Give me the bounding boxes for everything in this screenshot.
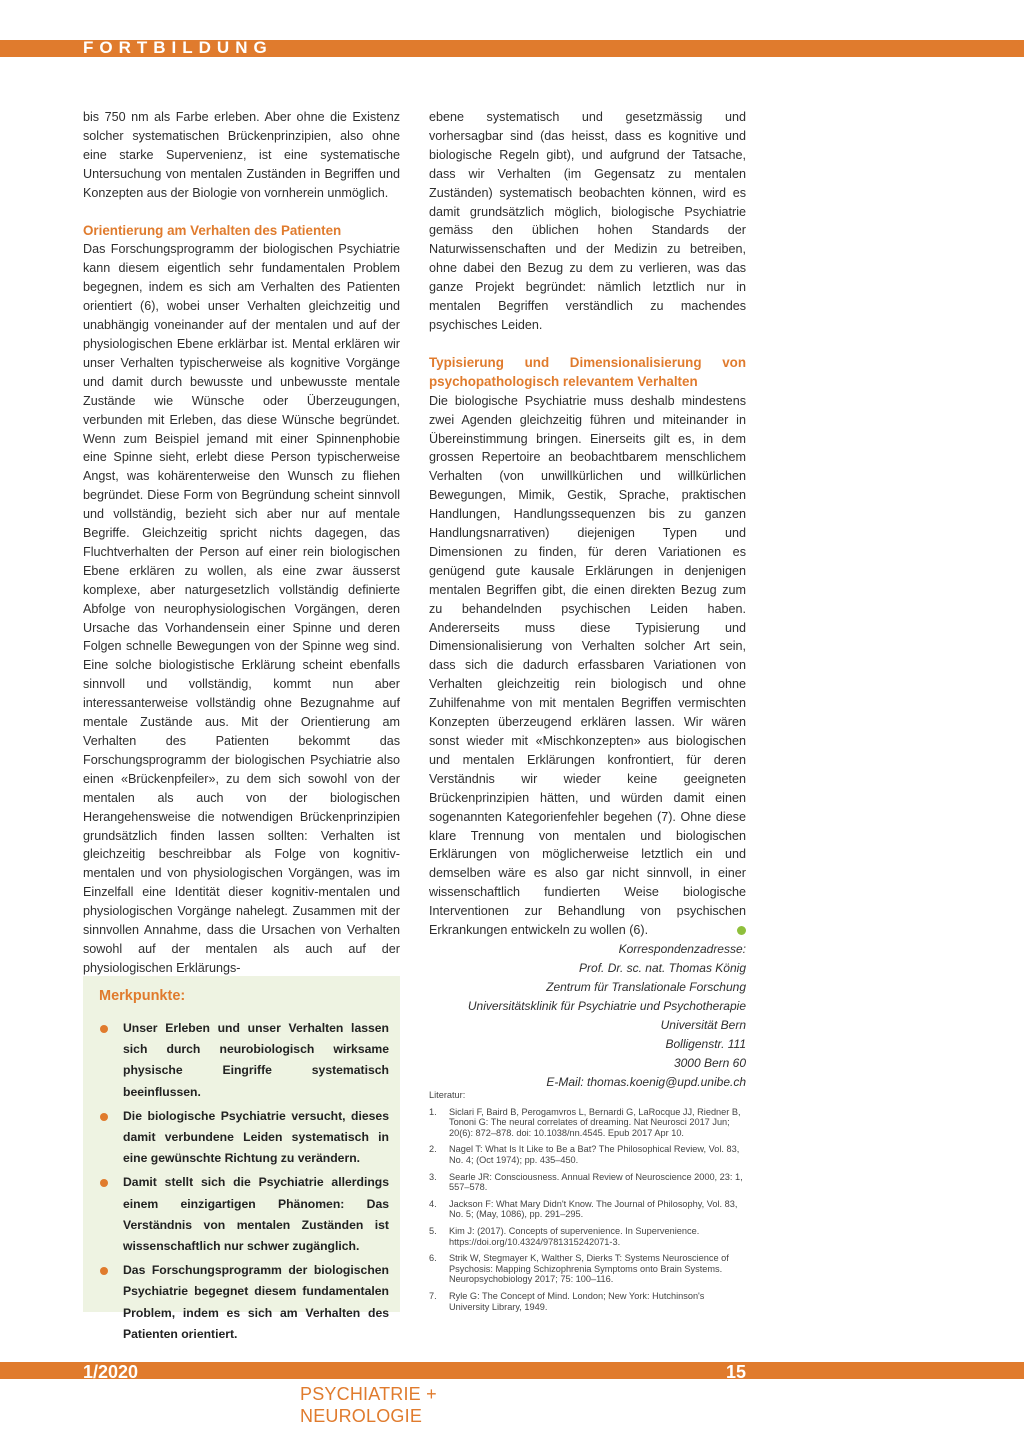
correspondence-line: Universitätsklinik für Psychiatrie und Psychotherapie <box>467 998 746 1013</box>
page-number: 15 <box>725 1362 746 1382</box>
journal-title: PSYCHIATRIE + NEUROLOGIE <box>300 1384 437 1426</box>
paragraph: bis 750 nm als Farbe erleben. Aber ohne die Existenz solcher systematischen Brückenprinzipien, also ohne eine starke Supervenienz, ist eine systematische Untersuchung von mentalen Zuständen in Begriffen und Konzepten aus der Biologie von vornherein unmöglich. <box>83 110 400 200</box>
key-points-list <box>99 1018 389 1348</box>
reference-item: 6. Strik W, Stegmayer K, Walther S, Dierks T: Systems Neuroscience of Psychosis: Mapping Schizophrenia Symptoms onto Brain Systems. Neuropsychobiology 2017; 75: 100–116. <box>429 1253 729 1285</box>
correspondence-city: 3000 Bern 60 <box>673 1055 746 1070</box>
correspondence-address <box>429 940 746 1092</box>
right-column <box>429 108 746 1092</box>
header-bar <box>0 40 1024 57</box>
key-point: Unser Erleben und unser Verhalten lassen sich durch neurobiologisch wirksame physische Eingriffe systematisch beeinflussen. <box>99 1018 389 1103</box>
bullet-icon <box>100 1179 108 1187</box>
reference-item: 4. Jackson F: What Mary Didn't Know. The Journal of Philosophy, Vol. 83, No. 5; (May, 1086), pp. 291–295. <box>429 1198 738 1220</box>
reference-item: 1. Siclari F, Baird B, Perogamvros L, Bernardi G, LaRocque JJ, Riedner B, Tononi G: The neural correlates of dreaming. Nat Neurosci 2017 Jun; 20(6): 872–878. doi: 10.1038/nn.4545. Epub 2017 Apr 10. <box>429 1106 741 1138</box>
paragraph: Das Forschungsprogramm der biologischen Psychiatrie kann diesem eigentlich sehr fundamentalen Problem begegnen, indem es sich am Verhalten des Patienten orientiert (6), wobei unser Verhalten gleichzeitig und unabhängig voneinander auf der mentalen und auf der physiologischen Ebene erklärbar ist. Mental erklären wir unser Verhalten typischerweise als kognitive Vorgänge und damit durch bewusste und unbewusste mentale Zustände wie Wünsche oder Überzeugungen, verbunden mit Erleben, das diese Wünsche begründet. Wenn zum Beispiel jemand mit einer Spinnenphobie eine Spinne sieht, erlebt diese Person typischerweise Angst, was kohärenterweise den Wunsch zu fliehen begründet. Diese Form von Begründung scheint sinnvoll und vollständig, bezieht sich aber nur auf mentale Begriffe. Gleichzeitig spricht nichts dagegen, das Fluchtverhalten der Person auf einer rein biologischen Ebene erklären zu wollen, als eine zwar äusserst komplexe, aber naturgesetzlich vollständig definierte Abfolge von neurophysiologischen Vorgängen, deren Ursache das Vorhandensein einer Spinne und deren Folgen schnelle Bewegungen von der Spinne weg sind. Eine solche biologistische Erklärung scheint ebenfalls sinnvoll und vollständig, kommt nun aber interessanterweise vollständig ohne Bezugnahme auf mentale Zustände aus. Mit der Orientierung am Verhalten des Patienten bekommt das Forschungsprogramm der biologischen Psychiatrie also einen «Brückenpfeiler», zu dem sich sowohl von der mentalen als auch von der biologischen Herangehensweise die notwendigen Brückenprinzipien grundsätzlich finden lassen sollten: Verhalten ist gleichzeitig beschreibbar als Folge von kognitiv-mentalen und von physiologischen Vorgängen, was im Einzelfall eine Identität dieser kognitiv-mentalen und physiologischen Vorgänge nahelegt. Zusammen mit der sinnvollen Annahme, dass die Ursachen von Verhalten sowohl auf der mentalen als auch auf der physiologischen Erklärungs- <box>83 242 400 975</box>
key-point: Damit stellt sich die Psychiatrie allerdings einem einzigartigen Phänomen: Das Verständnis von mentalen Zuständen ist wissenschaftlich nur schwer zugänglich. <box>99 1172 389 1257</box>
correspondence-line: Universität Bern <box>660 1017 746 1032</box>
key-point: Das Forschungsprogramm der biologischen Psychiatrie begegnet diesem fundamentalen Problem, indem es sich am Verhalten des Patienten orientiert. <box>99 1260 389 1345</box>
issue-number: 1/2020 <box>83 1362 139 1382</box>
literature-label: Literatur: <box>429 1090 466 1100</box>
section-heading: Orientierung am Verhalten des Patienten <box>83 222 342 238</box>
footer-bar <box>0 1362 1024 1382</box>
reference-item: 2. Nagel T: What Is It Like to Be a Bat? The Philosophical Review, Vol. 83, No. 4; (Oct 1974); pp. 435–450. <box>429 1144 740 1165</box>
reference-item: 7. Ryle G: The Concept of Mind. London; New York: Hutchinson's University Library, 1949. <box>429 1290 705 1312</box>
paragraph-text: Die biologische Psychiatrie muss deshalb mindestens zwei Agenden gleichzeitig führen und miteinander in Übereinstimmung bringen. Einerseits gilt es, in dem grossen Repertoire an beobachtbarem menschlichem Verhalten (von unwillkürlichen und willkürlichen Bewegungen, Mimik, Gestik, Sprache, praktischen Handlungen, Handlungssequenzen bis zu ganzen Handlungsnarrativen) diejenigen Typen und Dimensionen zu finden, für deren Variationen es genügend gute kausale Erklärungen in denjenigen mentalen Begriffen gibt, die einen direkten Bezug zum zu behandelnden psychischen Leiden haben. Andererseits muss diese Typisierung und Dimensionalisierung von Verhalten solcher Art sein, dass sich die dadurch erfassbaren Variationen von Verhalten gleichzeitig rein biologisch und ohne Zuhilfenahme von mit mentalen Begriffen vermischten Konzepten überzeugend erklären lassen. Wir wären sonst wieder mit «Mischkonzepten» aus biologischen und mentalen Erklärungen konfrontiert, für deren Verständnis wir wieder keine geeigneten Brückenprinzipien hätten, und würden damit einen sogenannten Kategorienfehler begehen (7). Ohne diese klare Trennung von mentalen und biologischen Erklärungen von möglicherweise letztlich ein und demselben wäre es also gar nicht sinnvoll, in einer wissenschaftlich fundierten Weise biologische Interventionen zur Behandlung von psychischen Erkrankungen entwickeln zu wollen (6). <box>429 393 746 938</box>
key-points-box <box>83 976 400 1341</box>
correspondence-label: Korrespondenzadresse: <box>618 941 746 956</box>
paragraph: ebene systematisch und gesetzmässig und vorhersagbar sind (das heisst, dass es kognitive und biologische Regeln gibt), und aufgrund der Tatsache, dass wir Verhalten (im Gegensatz zu mentalen Zuständen) systematisch beobachten können, wird es damit grundsätzlich möglich, biologische Psychiatrie gemäss den üblichen hohen Standards der Naturwissenschaften und der Medizin zu betreiben, ohne dabei den Bezug zu dem zu verlieren, was das ganze Projekt begründet: nämlich letztlich nur in mentalen Begriffen verständlich zu machendes psychisches Leiden. <box>429 110 746 332</box>
left-column <box>83 108 400 978</box>
reference-list <box>429 1107 746 1313</box>
section-heading: Typisierung und Dimensionalisierung von psychopathologisch relevantem Verhalten <box>429 354 746 389</box>
correspondence-street: Bolligenstr. 111 <box>665 1036 746 1051</box>
reference-item: 5. Kim J: (2017). Concepts of supervenience. In Supervenience. https://doi.org/10.4324/9781315242071-3. <box>429 1225 700 1247</box>
correspondence-name: Prof. Dr. sc. nat. Thomas König <box>579 960 746 975</box>
key-points-title: Merkpunkte: <box>99 988 186 1004</box>
paragraph <box>429 392 746 940</box>
bullet-icon <box>100 1113 108 1121</box>
literature-section <box>429 1090 746 1318</box>
section-label: FORTBILDUNG <box>83 38 273 57</box>
correspondence-line: Zentrum für Translationale Forschung <box>546 979 746 994</box>
correspondence-email: E-Mail: thomas.koenig@upd.unibe.ch <box>546 1074 746 1089</box>
key-point: Die biologische Psychiatrie versucht, dieses damit verbundene Leiden systematisch in eine gewünschte Richtung zu verändern. <box>99 1106 389 1170</box>
reference-item: 3. Searle JR: Consciousness. Annual Review of Neuroscience 2000, 23: 1, 557–578. <box>429 1171 743 1193</box>
end-marker-dot <box>737 926 746 935</box>
bullet-icon <box>100 1267 108 1275</box>
bullet-icon <box>100 1025 108 1033</box>
